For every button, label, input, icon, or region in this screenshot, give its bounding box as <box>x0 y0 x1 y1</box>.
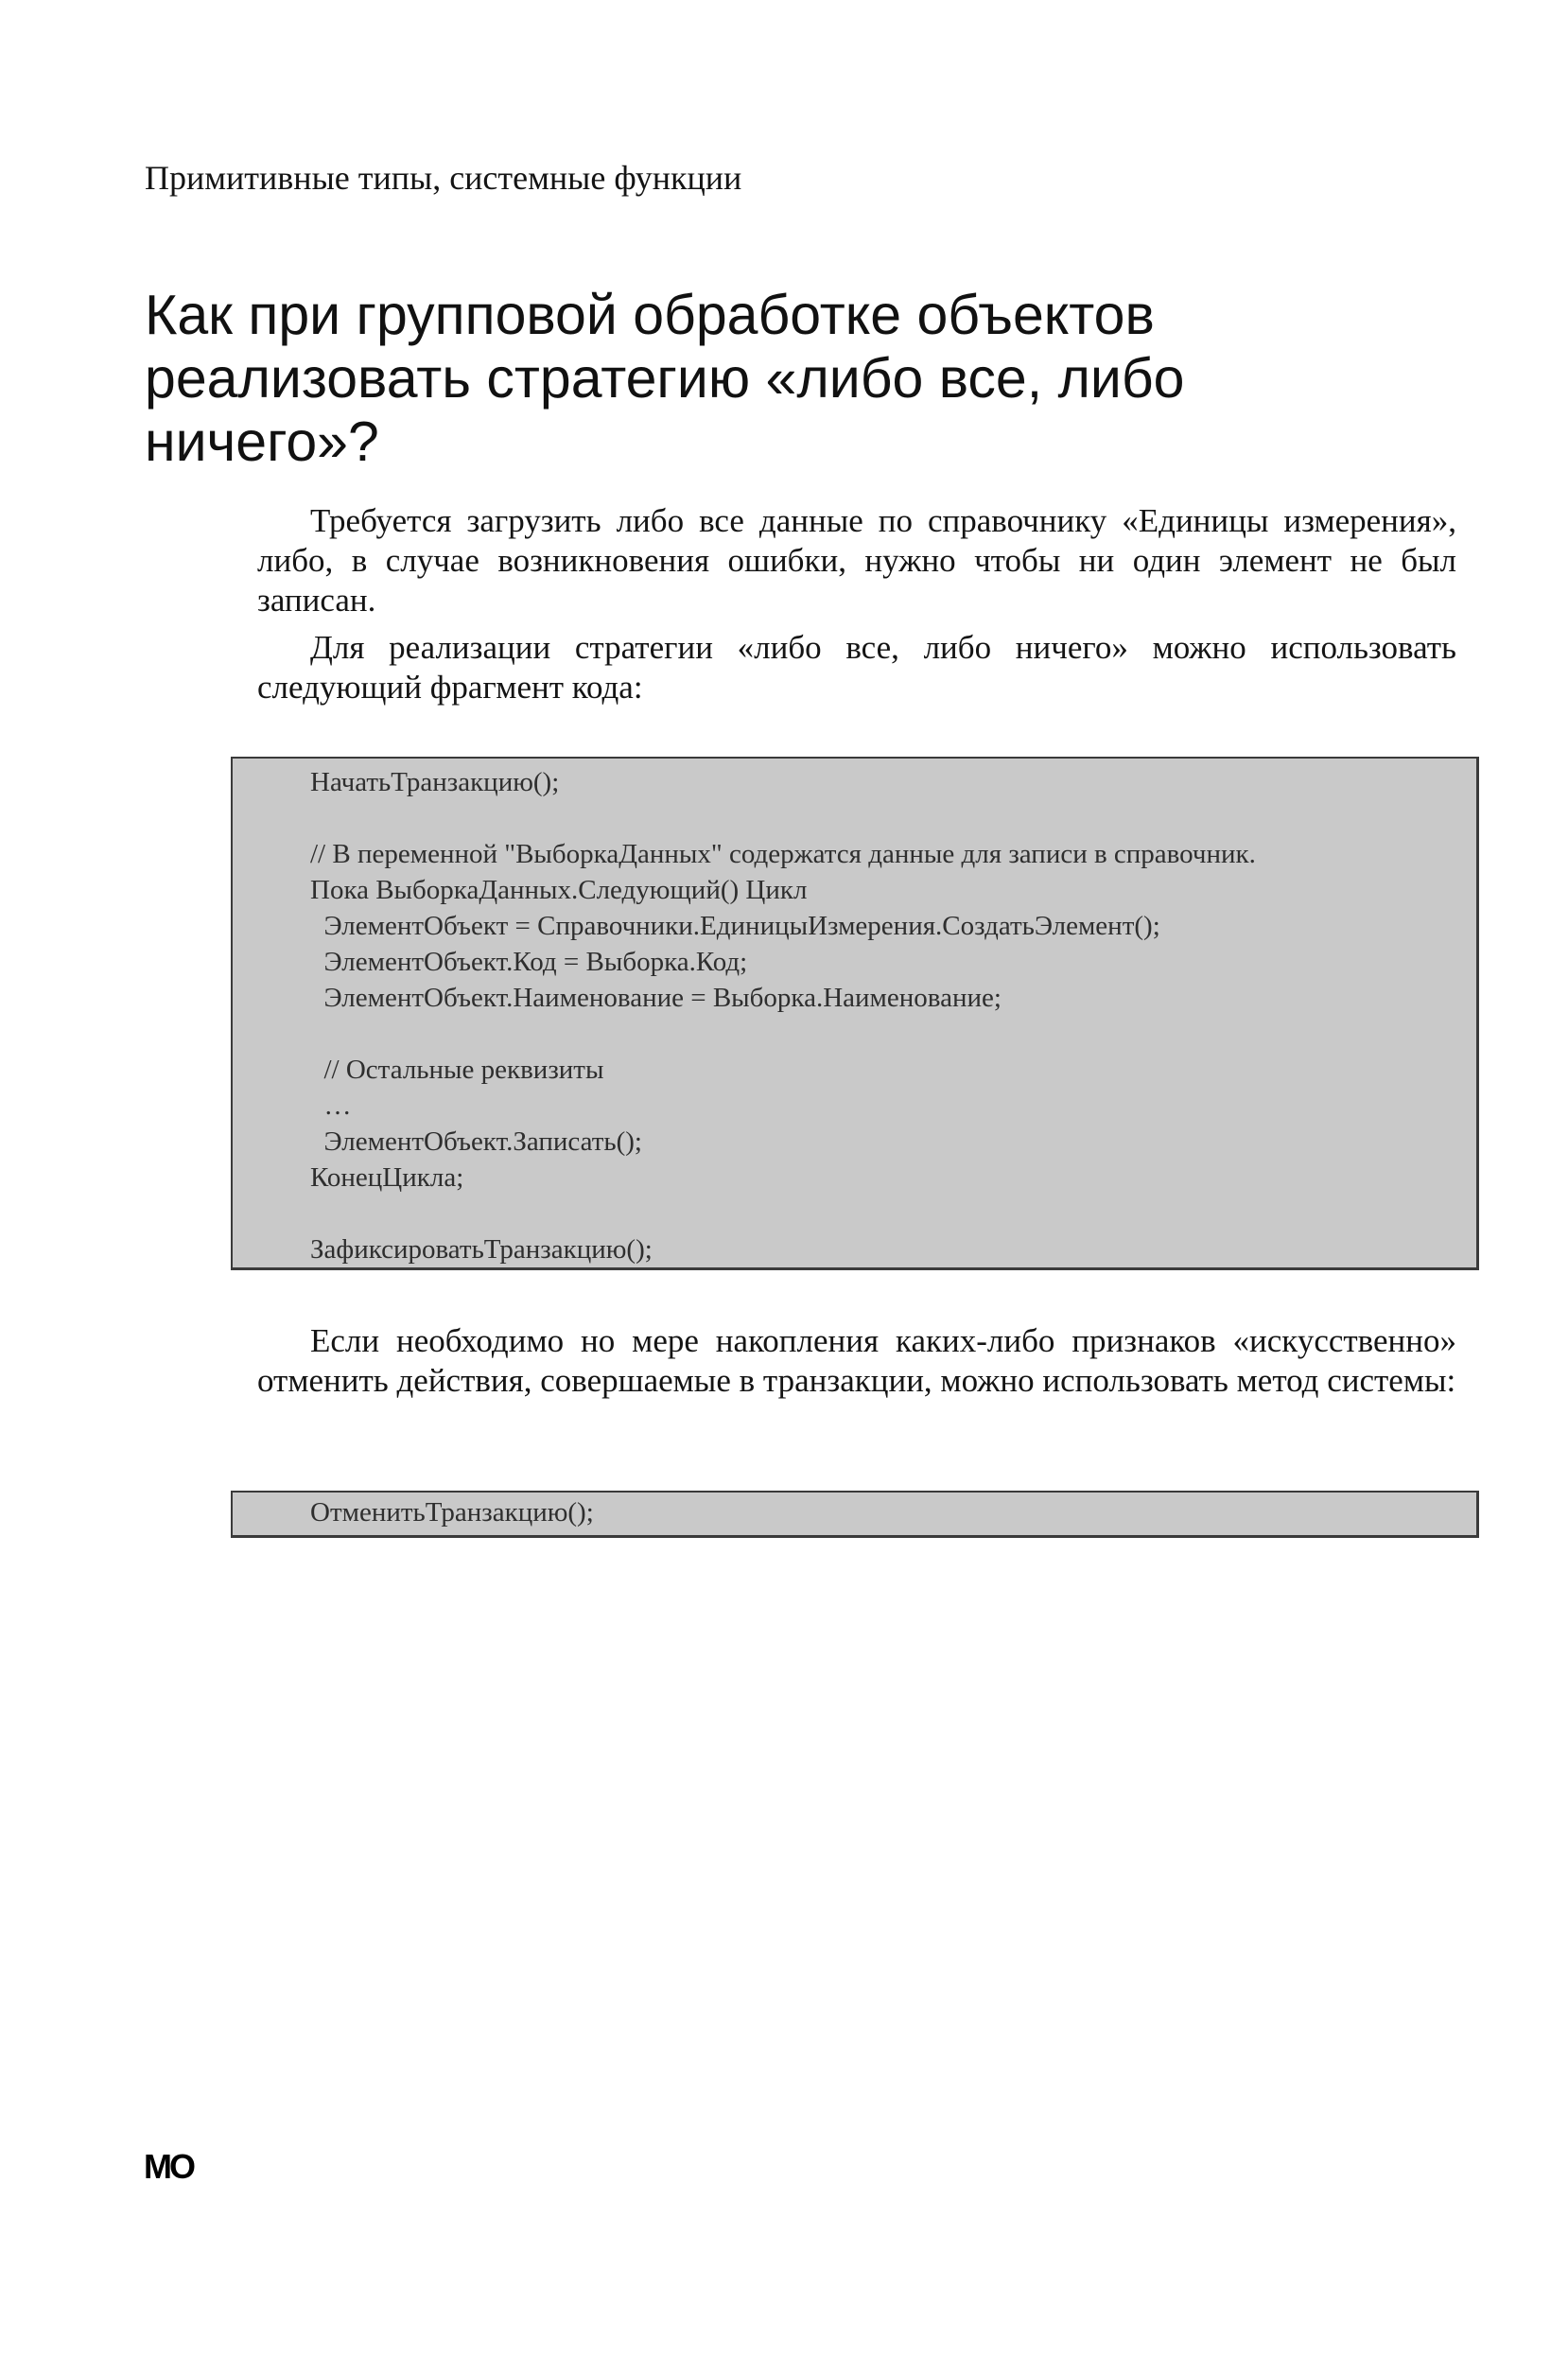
code-line: … <box>310 1091 352 1121</box>
code-block-transaction <box>231 757 1479 1270</box>
code-line: НачатьТранзакцию(); <box>310 767 560 797</box>
code-line: ЭлементОбъект.Код = Выборка.Код; <box>310 947 748 977</box>
paragraph-intro: Требуется загрузить либо все данные по справочнику «Единицы измерения», либо, в случае возникновения ошибки, нужно чтобы ни один элемент не был записан. <box>257 502 1456 619</box>
section-title: Как при групповой обработке объектов реализовать стратегию «либо все, либо ничего»? <box>145 284 1185 473</box>
code-line: // В переменной "ВыборкаДанных" содержатся данные для записи в справочник. <box>310 839 1256 869</box>
code-line: КонецЦикла; <box>310 1162 464 1193</box>
code-line: ЭлементОбъект = Справочники.ЕдиницыИзмерения.СоздатьЭлемент(); <box>310 911 1160 941</box>
code-line: ЭлементОбъект.Наименование = Выборка.Наименование; <box>310 983 1002 1013</box>
code-line: ЗафиксироватьТранзакцию(); <box>310 1234 653 1265</box>
code-line: ЭлементОбъект.Записать(); <box>310 1126 642 1157</box>
code-line <box>310 800 1476 836</box>
code-line: // Остальные реквизиты <box>310 1055 604 1085</box>
code-line <box>310 1196 1476 1231</box>
paragraph-rollback: Если необходимо но мере накопления каких-либо признаков «искусственно» отменить действия, совершаемые в транзакции, можно использовать метод системы: <box>257 1322 1456 1399</box>
code-line: Пока ВыборкаДанных.Следующий() Цикл <box>310 875 808 905</box>
code-line <box>310 1016 1476 1052</box>
paragraph-strategy: Для реализации стратегии «либо все, либо ничего» можно использовать следующий фрагмент кода: <box>257 629 1456 706</box>
running-head: Примитивные типы, системные функции <box>145 159 742 197</box>
page-number: MO <box>144 2147 193 2186</box>
code-line: ОтменитьТранзакцию(); <box>310 1497 594 1528</box>
code-block-rollback <box>231 1491 1479 1538</box>
